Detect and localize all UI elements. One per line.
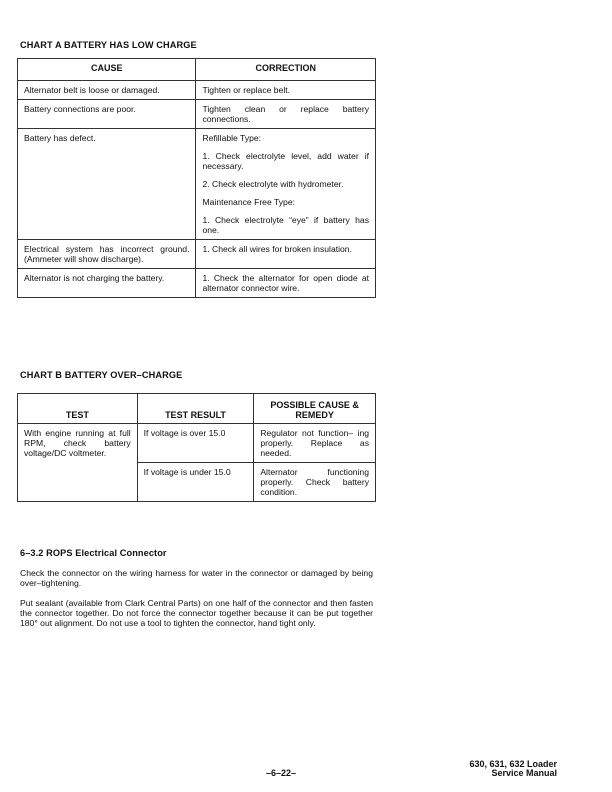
chart-a-header-row (18, 59, 376, 81)
test-cell: With engine running at full RPM, check battery voltage/DC voltmeter. (18, 424, 138, 502)
correction-line: 1. Check electrolyte level, add water if necessary. (202, 151, 369, 171)
remedy-cell: Regulator not function– ing properly. Replace as needed. (254, 424, 376, 463)
cause-cell: Battery has defect. (18, 129, 196, 240)
correction-cell (196, 129, 376, 240)
cause-cell: Alternator is not charging the battery. (18, 269, 196, 298)
correction-cell: 1. Check all wires for broken insulation. (196, 240, 376, 269)
result-cell: If voltage is over 15.0 (137, 424, 254, 463)
chart-b-header-result: TEST RESULT (137, 394, 254, 424)
paragraph: Check the connector on the wiring harness for water in the connector or damaged by being over–tightening. (20, 568, 373, 588)
chart-b-header-row (18, 394, 376, 424)
table-row (18, 81, 376, 100)
paragraph: Put sealant (available from Clark Central Parts) on one half of the connector and then fasten the connector together. Do not force the connector together because it can be put together 180° out alignment. Do not use a tool to tighten the connector, hand tight only. (20, 598, 373, 628)
section-heading: 6–3.2 ROPS Electrical Connector (20, 548, 167, 558)
correction-cell: 1. Check the alternator for open diode at alternator connector wire. (196, 269, 376, 298)
result-cell: If voltage is under 15.0 (137, 463, 254, 502)
footer-title (469, 760, 557, 778)
correction-cell: Tighten clean or replace battery connections. (196, 100, 376, 129)
chart-a-header-correction: CORRECTION (196, 59, 376, 81)
correction-line: 1. Check electrolyte “eye” if battery has one. (202, 215, 369, 235)
table-row (18, 129, 376, 240)
chart-b-table (17, 393, 376, 502)
correction-cell: Tighten or replace belt. (196, 81, 376, 100)
footer-manual: Service Manual (491, 768, 557, 778)
table-row (18, 424, 376, 463)
table-row (18, 269, 376, 298)
footer-model: 630, 631, 632 Loader (469, 759, 557, 769)
table-row (18, 240, 376, 269)
correction-line: Maintenance Free Type: (202, 197, 295, 207)
correction-line: Refillable Type: (202, 133, 262, 143)
cause-cell: Electrical system has incorrect ground. (Ammeter will show discharge). (18, 240, 196, 269)
remedy-cell: Alternator functioning properly. Check battery condition. (254, 463, 376, 502)
cause-cell: Battery connections are poor. (18, 100, 196, 129)
chart-b-title: CHART B BATTERY OVER–CHARGE (20, 370, 183, 380)
chart-a-table (17, 58, 376, 298)
chart-a-title: CHART A BATTERY HAS LOW CHARGE (20, 40, 197, 50)
table-row (18, 100, 376, 129)
cause-cell: Alternator belt is loose or damaged. (18, 81, 196, 100)
chart-a-header-cause: CAUSE (18, 59, 196, 81)
chart-b-header-remedy: POSSIBLE CAUSE & REMEDY (254, 394, 376, 424)
chart-b-header-test: TEST (18, 394, 138, 424)
page-number: –6–22– (266, 768, 297, 778)
correction-line: 2. Check electrolyte with hydrometer. (202, 179, 344, 189)
